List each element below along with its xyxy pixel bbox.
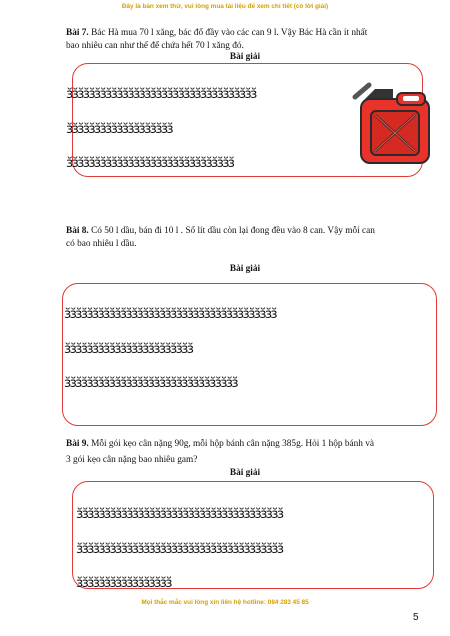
answer-line: ɜ̆ɜ̆ɜ̆ɜ̆ɜ̆ɜ̆ɜ̆ɜ̆ɜ̆ɜ̆ɜ̆ɜ̆ɜ̆ɜ̆ɜ̆ɜ̆ɜ̆ɜ̆ɜ̆ɜ̆ɜ̆ɜ̆ɜ̆ɜ̆ɜ̆ɜ̆ɜ̆ɜ̆ɜ̆ɜ̆ɜ̆ɜ̆ɜ̆ɜ̆ɜ̆ɜ̆ɜ̆: [76, 506, 283, 522]
answer-line: ɜ̆ɜ̆ɜ̆ɜ̆ɜ̆ɜ̆ɜ̆ɜ̆ɜ̆ɜ̆ɜ̆ɜ̆ɜ̆ɜ̆ɜ̆ɜ̆ɜ̆ɜ̆ɜ̆ɜ̆ɜ̆ɜ̆ɜ̆ɜ̆ɜ̆ɜ̆ɜ̆ɜ̆ɜ̆ɜ̆ɜ̆ɜ̆ɜ̆ɜ̆ɜ̆ɜ̆ɜ̆ɜ̆: [64, 306, 276, 322]
answer-line: ɜ̆ɜ̆ɜ̆ɜ̆ɜ̆ɜ̆ɜ̆ɜ̆ɜ̆ɜ̆ɜ̆ɜ̆ɜ̆ɜ̆ɜ̆ɜ̆ɜ̆ɜ̆ɜ̆ɜ̆ɜ̆ɜ̆ɜ̆ɜ̆ɜ̆ɜ̆ɜ̆ɜ̆ɜ̆ɜ̆ɜ̆ɜ̆ɜ̆ɜ̆ɜ̆ɜ̆ɜ̆: [76, 540, 283, 557]
answer-line: ɜ̆ɜ̆ɜ̆ɜ̆ɜ̆ɜ̆ɜ̆ɜ̆ɜ̆ɜ̆ɜ̆ɜ̆ɜ̆ɜ̆ɜ̆ɜ̆ɜ̆ɜ̆ɜ̆ɜ̆ɜ̆ɜ̆ɜ̆ɜ̆ɜ̆ɜ̆ɜ̆ɜ̆ɜ̆ɜ̆ɜ̆ɜ̆ɜ̆ɜ̆: [66, 86, 256, 102]
answer-line: ɜ̆ɜ̆ɜ̆ɜ̆ɜ̆ɜ̆ɜ̆ɜ̆ɜ̆ɜ̆ɜ̆ɜ̆ɜ̆ɜ̆ɜ̆ɜ̆ɜ̆: [76, 575, 171, 591]
problem-9-answer-lines[interactable]: [76, 486, 438, 591]
page-number: 5: [413, 612, 419, 623]
problem-7-line2: bao nhiêu can như thế để chứa hết 70 l xăng đó.: [66, 40, 244, 51]
answer-line: ɜ̆ɜ̆ɜ̆ɜ̆ɜ̆ɜ̆ɜ̆ɜ̆ɜ̆ɜ̆ɜ̆ɜ̆ɜ̆ɜ̆ɜ̆ɜ̆ɜ̆ɜ̆ɜ̆ɜ̆ɜ̆ɜ̆ɜ̆: [64, 340, 193, 357]
problem-9-number: Bài 9.: [66, 439, 89, 449]
answer-line: ɜ̆ɜ̆ɜ̆ɜ̆ɜ̆ɜ̆ɜ̆ɜ̆ɜ̆ɜ̆ɜ̆ɜ̆ɜ̆ɜ̆ɜ̆ɜ̆ɜ̆ɜ̆ɜ̆ɜ̆ɜ̆ɜ̆ɜ̆ɜ̆ɜ̆ɜ̆ɜ̆ɜ̆ɜ̆ɜ̆: [66, 155, 234, 171]
problem-7-heading: Bài giải: [229, 52, 261, 62]
problem-7-number: Bài 7.: [66, 28, 89, 38]
jerrycan-icon: [353, 83, 433, 165]
problem-9-text: [66, 436, 426, 468]
problem-9-line2: 3 gói kẹo cân nặng bao nhiêu gam?: [66, 455, 198, 465]
problem-7-text: [66, 27, 426, 52]
answer-line: ɜ̆ɜ̆ɜ̆ɜ̆ɜ̆ɜ̆ɜ̆ɜ̆ɜ̆ɜ̆ɜ̆ɜ̆ɜ̆ɜ̆ɜ̆ɜ̆ɜ̆ɜ̆ɜ̆: [66, 120, 172, 137]
problem-8-text: [66, 225, 426, 250]
problem-8-number: Bài 8.: [66, 226, 89, 236]
problem-9-line1: Mỗi gói kẹo cân nặng 90g, mỗi hộp bánh cân nặng 385g. Hỏi 1 hộp bánh và: [91, 439, 375, 449]
problem-7-answer-lines[interactable]: [66, 66, 386, 171]
problem-8-line1: Có 50 l dầu, bán đi 10 l . Số lít dầu còn lại đong đều vào 8 can. Vậy mỗi can: [91, 226, 375, 236]
preview-banner: Đây là bản xem thử, vui lòng mua tài liệu để xem chi tiết (có lời giải): [121, 3, 329, 10]
problem-8-line2: có bao nhiêu l dầu.: [66, 238, 137, 249]
problem-8-heading: Bài giải: [229, 264, 261, 274]
problem-7-line1: Bác Hà mua 70 l xăng, bác đổ đầy vào các can 9 l. Vậy Bác Hà cần ít nhất: [91, 28, 368, 38]
problem-8-answer-lines[interactable]: [64, 286, 436, 391]
problem-9-heading: Bài giải: [229, 468, 261, 478]
hotline-footer: Mọi thắc mắc vui lòng xin liên hệ hotline: 084 283 45 85: [141, 599, 309, 606]
answer-line: ɜ̆ɜ̆ɜ̆ɜ̆ɜ̆ɜ̆ɜ̆ɜ̆ɜ̆ɜ̆ɜ̆ɜ̆ɜ̆ɜ̆ɜ̆ɜ̆ɜ̆ɜ̆ɜ̆ɜ̆ɜ̆ɜ̆ɜ̆ɜ̆ɜ̆ɜ̆ɜ̆ɜ̆ɜ̆ɜ̆ɜ̆: [64, 375, 237, 391]
